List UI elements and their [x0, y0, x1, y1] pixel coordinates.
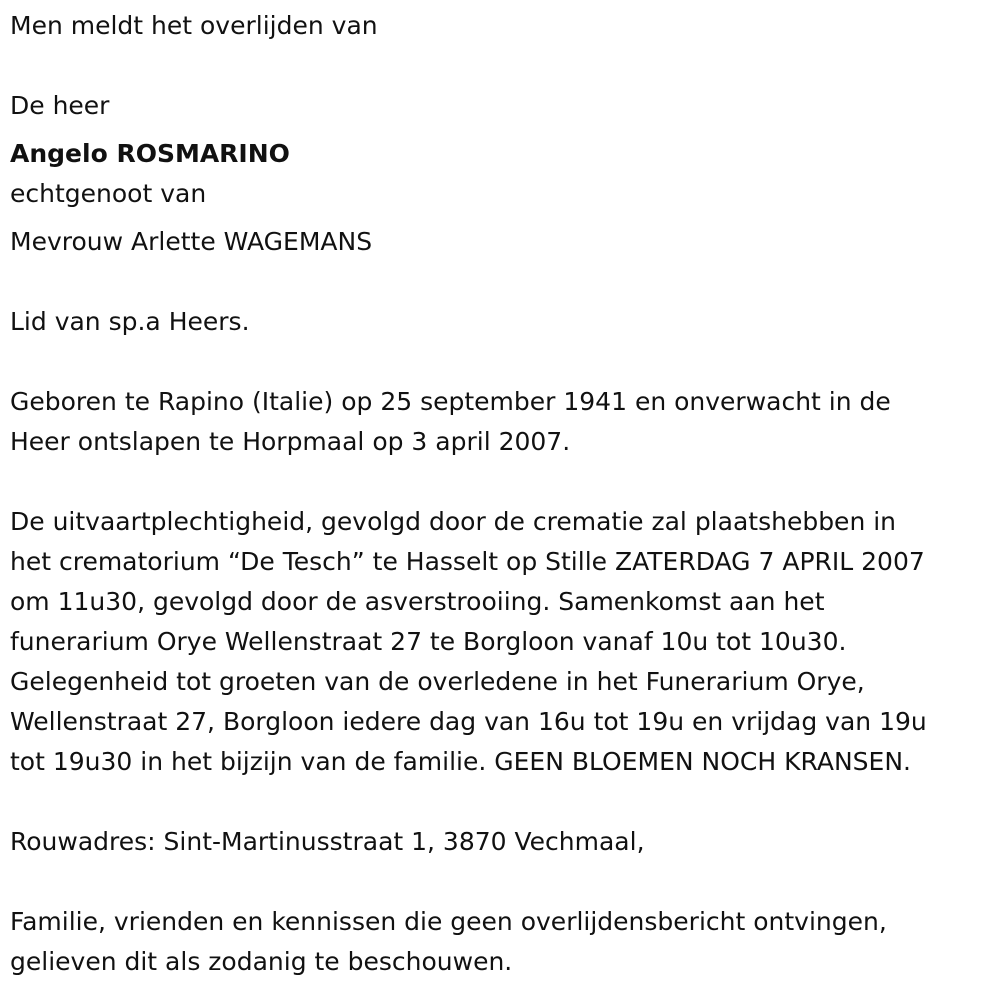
ceremony-paragraph — [10, 502, 990, 782]
deceased-name: Angelo ROSMARINO — [10, 139, 290, 168]
ceremony-line: De uitvaartplechtigheid, gevolgd door de crematie zal plaatshebben in — [10, 507, 897, 536]
intro-text: Men meldt het overlijden van — [10, 11, 378, 40]
closing-line: gelieven dit als zodanig te beschouwen. — [10, 947, 513, 976]
ceremony-line: tot 19u30 in het bijzijn van de familie. GEEN BLOEMEN NOCH KRANSEN. — [10, 747, 911, 776]
birth-paragraph — [10, 382, 990, 462]
mourning-address: Rouwadres: Sint-Martinusstraat 1, 3870 Vechmaal, — [10, 827, 645, 856]
ceremony-line: Gelegenheid tot groeten van de overledene in het Funerarium Orye, — [10, 667, 865, 696]
death-notice — [10, 0, 990, 982]
salutation: De heer — [10, 91, 110, 120]
relation-text: echtgenoot van — [10, 179, 207, 208]
membership-text: Lid van sp.a Heers. — [10, 307, 250, 336]
spouse-name: Mevrouw Arlette WAGEMANS — [10, 227, 373, 256]
birth-line: Heer ontslapen te Horpmaal op 3 april 2007. — [10, 427, 571, 456]
closing-paragraph — [10, 902, 990, 982]
ceremony-line: funerarium Orye Wellenstraat 27 te Borgloon vanaf 10u tot 10u30. — [10, 627, 847, 656]
ceremony-line: om 11u30, gevolgd door de asverstrooiing. Samenkomst aan het — [10, 587, 825, 616]
birth-line: Geboren te Rapino (Italie) op 25 september 1941 en onverwacht in de — [10, 387, 891, 416]
ceremony-line: Wellenstraat 27, Borgloon iedere dag van 16u tot 19u en vrijdag van 19u — [10, 707, 927, 736]
closing-line: Familie, vrienden en kennissen die geen overlijdensbericht ontvingen, — [10, 907, 887, 936]
ceremony-line: het crematorium “De Tesch” te Hasselt op Stille ZATERDAG 7 APRIL 2007 — [10, 547, 925, 576]
